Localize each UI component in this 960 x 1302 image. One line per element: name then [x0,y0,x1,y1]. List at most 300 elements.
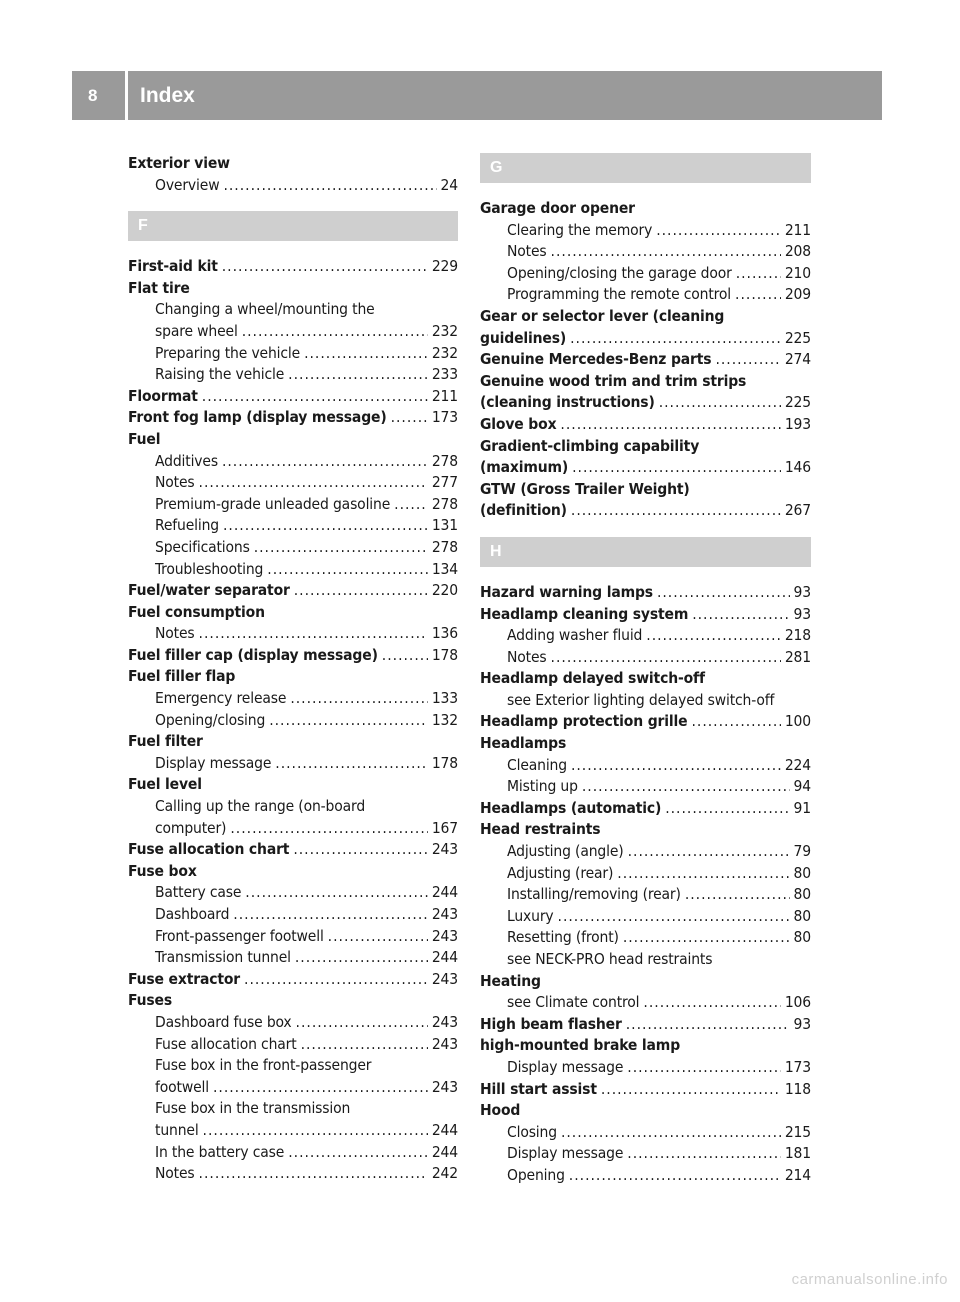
index-subentry [128,1077,458,1099]
entry-label: Adjusting (rear) [507,863,614,882]
page-ref: 134 [431,559,458,578]
entry-label: guidelines) [480,328,567,347]
index-entry [128,645,458,667]
index-subentry [128,472,458,494]
page-ref: 278 [431,537,458,556]
entry-label: Opening [507,1165,565,1184]
leader-dots [275,753,428,775]
index-subentry [128,364,458,386]
entry-label: High beam flasher [480,1014,622,1033]
index-entry [128,153,458,175]
index-subentry [128,1142,458,1164]
entry-label: Headlamp protection grille [480,712,688,731]
leader-dots [288,1142,428,1164]
section-header: F [128,211,458,241]
entry-label: Hill start assist [480,1079,597,1098]
page-ref: 243 [431,840,458,859]
index-entry [480,798,811,820]
entry-label: Display message [155,753,272,772]
leader-dots [665,798,789,820]
page-ref: 224 [784,755,811,774]
index-subentry [128,926,458,948]
entry-label: Fuel consumption [128,602,265,621]
leader-dots [560,414,780,436]
leader-dots [233,904,428,926]
entry-label: see NECK-PRO head restraints [507,950,713,968]
page-ref: 278 [431,494,458,513]
leader-dots [242,321,428,343]
entry-label: Specifications [155,537,250,556]
entry-label: Preparing the vehicle [155,343,301,362]
leader-dots [391,407,428,429]
index-entry [480,1079,811,1101]
leader-dots [328,926,428,948]
page-ref: 80 [793,906,811,925]
index-subentry [128,299,458,321]
index-entry [480,604,811,626]
entry-label: (definition) [480,501,567,520]
index-subentry [480,992,811,1014]
entry-label: computer) [155,818,227,837]
leader-dots [290,688,428,710]
index-subentry [128,321,458,343]
entry-label: tunnel [155,1120,199,1139]
page-ref: 93 [793,582,811,601]
leader-dots [223,175,436,197]
page-ref: 24 [440,175,458,194]
index-subentry [128,1034,458,1056]
page-ref: 80 [793,885,811,904]
leader-dots [735,284,781,306]
index-entry [128,774,458,796]
page-ref: 244 [431,1120,458,1139]
page-ref: 225 [784,393,811,412]
leader-dots [269,710,428,732]
index-entry [480,198,811,220]
entry-label: Troubleshooting [155,559,264,578]
entry-label: Fuel filter [128,732,203,751]
entry-label: Installing/removing (rear) [507,885,681,904]
index-entry [480,392,811,414]
page-ref: 244 [431,948,458,967]
entry-label: Additives [155,451,218,470]
leader-dots [558,906,790,928]
index-entry [480,479,811,501]
index-entry [128,666,458,688]
index-entry [480,711,811,733]
entry-label: Glove box [480,414,557,433]
entry-label: Hood [480,1101,521,1120]
entry-label: Headlamp delayed switch-off [480,669,705,688]
page-ref: 211 [784,220,811,239]
entry-label: Gradient-climbing capability [480,436,700,455]
entry-label: Emergency release [155,689,287,708]
leader-dots [691,711,780,733]
leader-dots [222,256,428,278]
page-ref: 243 [431,926,458,945]
page-ref: 243 [431,1077,458,1096]
entry-label: see Exterior lighting delayed switch-off [507,690,775,709]
index-subentry [480,884,811,906]
entry-label: Programming the remote control [507,285,732,304]
page-ref: 136 [431,624,458,643]
index-entry [480,306,811,328]
leader-dots [736,263,781,285]
index-entry [480,500,811,522]
leader-dots [623,927,790,949]
leader-dots [244,969,428,991]
index-entry [480,819,811,841]
entry-label: Flat tire [128,278,190,297]
leader-dots [626,1014,790,1036]
entry-label: Fuel filler cap (display message) [128,645,378,664]
page-ref: 232 [431,321,458,340]
index-entry [128,969,458,991]
page-ref: 243 [431,1012,458,1031]
leader-dots [571,755,781,777]
entry-label: Notes [155,624,195,643]
index-column-left [128,153,458,1185]
page-ref: 181 [784,1144,811,1163]
page-ref: 106 [784,993,811,1012]
entry-label: Dashboard [155,905,230,923]
leader-dots [582,776,790,798]
entry-label: Genuine wood trim and trim strips [480,371,747,390]
entry-label: Fuses [128,991,173,1010]
entry-label: Battery case [155,883,242,902]
entry-label: see Climate control [507,993,640,1012]
page-ref: 208 [784,242,811,261]
entry-label: Garage door opener [480,199,635,217]
index-entry [128,602,458,624]
entry-label: Headlamps [480,734,567,753]
page-ref: 93 [793,1014,811,1033]
page-ref: 277 [431,473,458,492]
entry-label: Front-passenger footwell [155,926,324,945]
page-ref: 243 [431,969,458,988]
leader-dots [646,625,781,647]
index-subentry [480,284,811,306]
index-entry [480,414,811,436]
entry-label: Fuel filler flap [128,667,236,686]
entry-label: Clearing the memory [507,220,653,239]
leader-dots [296,1012,428,1034]
entry-label: Fuse extractor [128,969,241,988]
entry-label: (maximum) [480,458,569,477]
index-entry [480,1035,811,1057]
page-ref: 173 [784,1057,811,1076]
leader-dots [657,582,790,604]
index-entry [480,971,811,993]
index-subentry [128,515,458,537]
page-ref: 193 [784,414,811,433]
index-subentry [128,494,458,516]
page-ref: 211 [431,386,458,405]
index-subentry [480,927,811,949]
leader-dots [551,647,781,669]
entry-label: GTW (Gross Trailer Weight) [480,479,690,498]
entry-label: Refueling [155,516,219,535]
page-ref: 132 [431,710,458,729]
leader-dots [199,623,428,645]
entry-label: Display message [507,1144,624,1163]
page-ref: 167 [431,818,458,837]
leader-dots [301,1034,428,1056]
index-subentry [128,818,458,840]
entry-label: Head restraints [480,820,601,839]
leader-dots [628,841,790,863]
entry-label: Floormat [128,386,198,405]
leader-dots [715,349,780,371]
section-header: H [480,537,811,567]
leader-dots [551,241,781,263]
leader-dots [643,992,780,1014]
page-ref: 178 [431,645,458,664]
index-entry [128,580,458,602]
entry-label: Luxury [507,906,554,925]
index-column-right [480,153,811,1187]
page-ref: 146 [784,458,811,477]
leader-dots [570,328,781,350]
page-ref: 220 [431,581,458,600]
leader-dots [202,386,428,408]
index-entry [480,457,811,479]
index-subentry [128,882,458,904]
index-entry [128,386,458,408]
page-ref: 80 [793,928,811,947]
index-subentry [480,1143,811,1165]
page-ref: 209 [784,285,811,304]
index-subentry [480,841,811,863]
entry-label: Fuel level [128,775,202,794]
index-subentry [128,1055,458,1077]
page-ref: 243 [431,1034,458,1053]
index-entry [480,328,811,350]
page-ref: 173 [431,408,458,427]
leader-dots [572,457,781,479]
index-subentry [128,753,458,775]
leader-dots [245,882,428,904]
entry-label: Notes [155,1164,195,1183]
leader-dots [222,451,428,473]
entry-label: footwell [155,1077,209,1096]
leader-dots [382,645,428,667]
index-subentry [480,755,811,777]
leader-dots [571,500,781,522]
index-subentry [128,1163,458,1185]
index-entry [128,839,458,861]
entry-label: Fuse box in the transmission [155,1099,351,1118]
entry-label: Fuse allocation chart [128,840,290,859]
index-subentry [128,1012,458,1034]
index-subentry [480,776,811,798]
index-entry [480,668,811,690]
index-entry [128,407,458,429]
entry-label: Cleaning [507,755,567,774]
index-subentry [128,559,458,581]
index-entry [480,1100,811,1122]
page-ref: 178 [431,753,458,772]
page-ref: 79 [793,842,811,861]
entry-label: Fuel/water separator [128,581,290,600]
entry-label: Raising the vehicle [155,365,285,384]
index-subentry [128,451,458,473]
entry-label: Resetting (front) [507,928,619,947]
page-ref: 118 [784,1079,811,1098]
leader-dots [656,220,781,242]
entry-label: Fuse box in the front-passenger [155,1056,372,1075]
page-ref: 100 [784,712,811,731]
page-ref: 278 [431,451,458,470]
leader-dots [223,515,428,537]
index-subentry [128,796,458,818]
entry-label: Premium-grade unleaded gasoline [155,494,391,513]
page-ref: 244 [431,1142,458,1161]
page-ref: 242 [431,1164,458,1183]
leader-dots [213,1077,428,1099]
leader-dots [394,494,428,516]
entry-label: Overview [155,175,220,194]
page-ref: 80 [793,863,811,882]
entry-label: Misting up [507,777,578,796]
entry-label: spare wheel [155,321,238,340]
index-entry [480,436,811,458]
leader-dots [692,604,789,626]
page-ref: 244 [431,883,458,902]
leader-dots [230,818,427,840]
entry-label: First-aid kit [128,257,218,276]
index-subentry [480,690,811,712]
section-header: G [480,153,811,183]
leader-dots [659,392,781,414]
entry-label: Transmission tunnel [155,948,291,967]
page-number: 8 [88,86,98,105]
page-ref: 281 [784,647,811,666]
leader-dots [627,1057,781,1079]
index-subentry [480,220,811,242]
leader-dots [203,1120,428,1142]
page-ref: 131 [431,516,458,535]
entry-label: Fuse box [128,861,197,880]
index-entry [480,349,811,371]
page-ref: 93 [793,604,811,623]
entry-label: Front fog lamp (display message) [128,408,387,427]
leader-dots [295,947,428,969]
leader-dots [617,863,789,885]
page-ref: 232 [431,343,458,362]
leader-dots [199,472,428,494]
page-ref: 133 [431,689,458,708]
entry-label: Adding washer fluid [507,626,643,645]
page-ref: 274 [784,350,811,369]
index-subentry [480,1057,811,1079]
page-ref: 243 [431,905,458,923]
index-subentry [480,1122,811,1144]
page-ref: 91 [793,798,811,817]
index-subentry [128,1098,458,1120]
page-ref: 218 [784,626,811,645]
leader-dots [199,1163,428,1185]
index-subentry [128,904,458,926]
entry-label: Notes [507,242,547,261]
index-subentry [128,623,458,645]
entry-label: Display message [507,1057,624,1076]
index-entry [128,990,458,1012]
index-subentry [480,625,811,647]
entry-label: Opening/closing [155,710,266,729]
page-header [72,71,882,120]
entry-label: Headlamp cleaning system [480,604,689,623]
entry-label: (cleaning instructions) [480,393,655,412]
entry-label: Notes [507,647,547,666]
page-ref: 225 [784,328,811,347]
entry-label: Fuel [128,429,161,448]
entry-label: Genuine Mercedes-Benz parts [480,350,712,369]
leader-dots [627,1143,781,1165]
entry-label: Adjusting (angle) [507,842,624,861]
entry-label: high-mounted brake lamp [480,1036,681,1055]
index-subentry [128,175,458,197]
entry-label: Changing a wheel/mounting the [155,300,375,319]
index-entry [128,861,458,883]
index-subentry [480,1165,811,1187]
leader-dots [685,884,790,906]
entry-label: Exterior view [128,154,230,172]
entry-label: In the battery case [155,1142,285,1161]
index-subentry [128,710,458,732]
index-subentry [480,863,811,885]
index-subentry [480,263,811,285]
page-ref: 215 [784,1122,811,1141]
index-subentry [128,343,458,365]
index-subentry [480,647,811,669]
page-ref: 267 [784,501,811,520]
index-entry [480,1014,811,1036]
index-entry [128,429,458,451]
index-entry [128,278,458,300]
leader-dots [601,1079,781,1101]
leader-dots [254,537,428,559]
entry-label: Heating [480,971,541,990]
entry-label: Dashboard fuse box [155,1012,292,1031]
index-subentry [128,537,458,559]
entry-label: Closing [507,1122,557,1141]
leader-dots [569,1165,781,1187]
index-entry [480,371,811,393]
page-title: Index [140,84,195,107]
entry-label: Gear or selector lever (cleaning [480,306,725,325]
entry-label: Opening/closing the garage door [507,263,732,282]
entry-label: Headlamps (automatic) [480,798,662,817]
page-ref: 210 [784,263,811,282]
watermark: carmanualsonline.info [791,1271,948,1288]
index-entry [480,582,811,604]
entry-label: Hazard warning lamps [480,582,653,601]
page-ref: 233 [431,365,458,384]
leader-dots [267,559,428,581]
leader-dots [294,580,428,602]
leader-dots [288,364,428,386]
index-subentry [480,949,811,971]
index-subentry [480,906,811,928]
index-entry [480,733,811,755]
index-subentry [128,1120,458,1142]
page-ref: 94 [793,777,811,796]
entry-label: Notes [155,473,195,492]
leader-dots [561,1122,781,1144]
page-ref: 229 [431,257,458,276]
entry-label: Calling up the range (on-board [155,797,366,816]
